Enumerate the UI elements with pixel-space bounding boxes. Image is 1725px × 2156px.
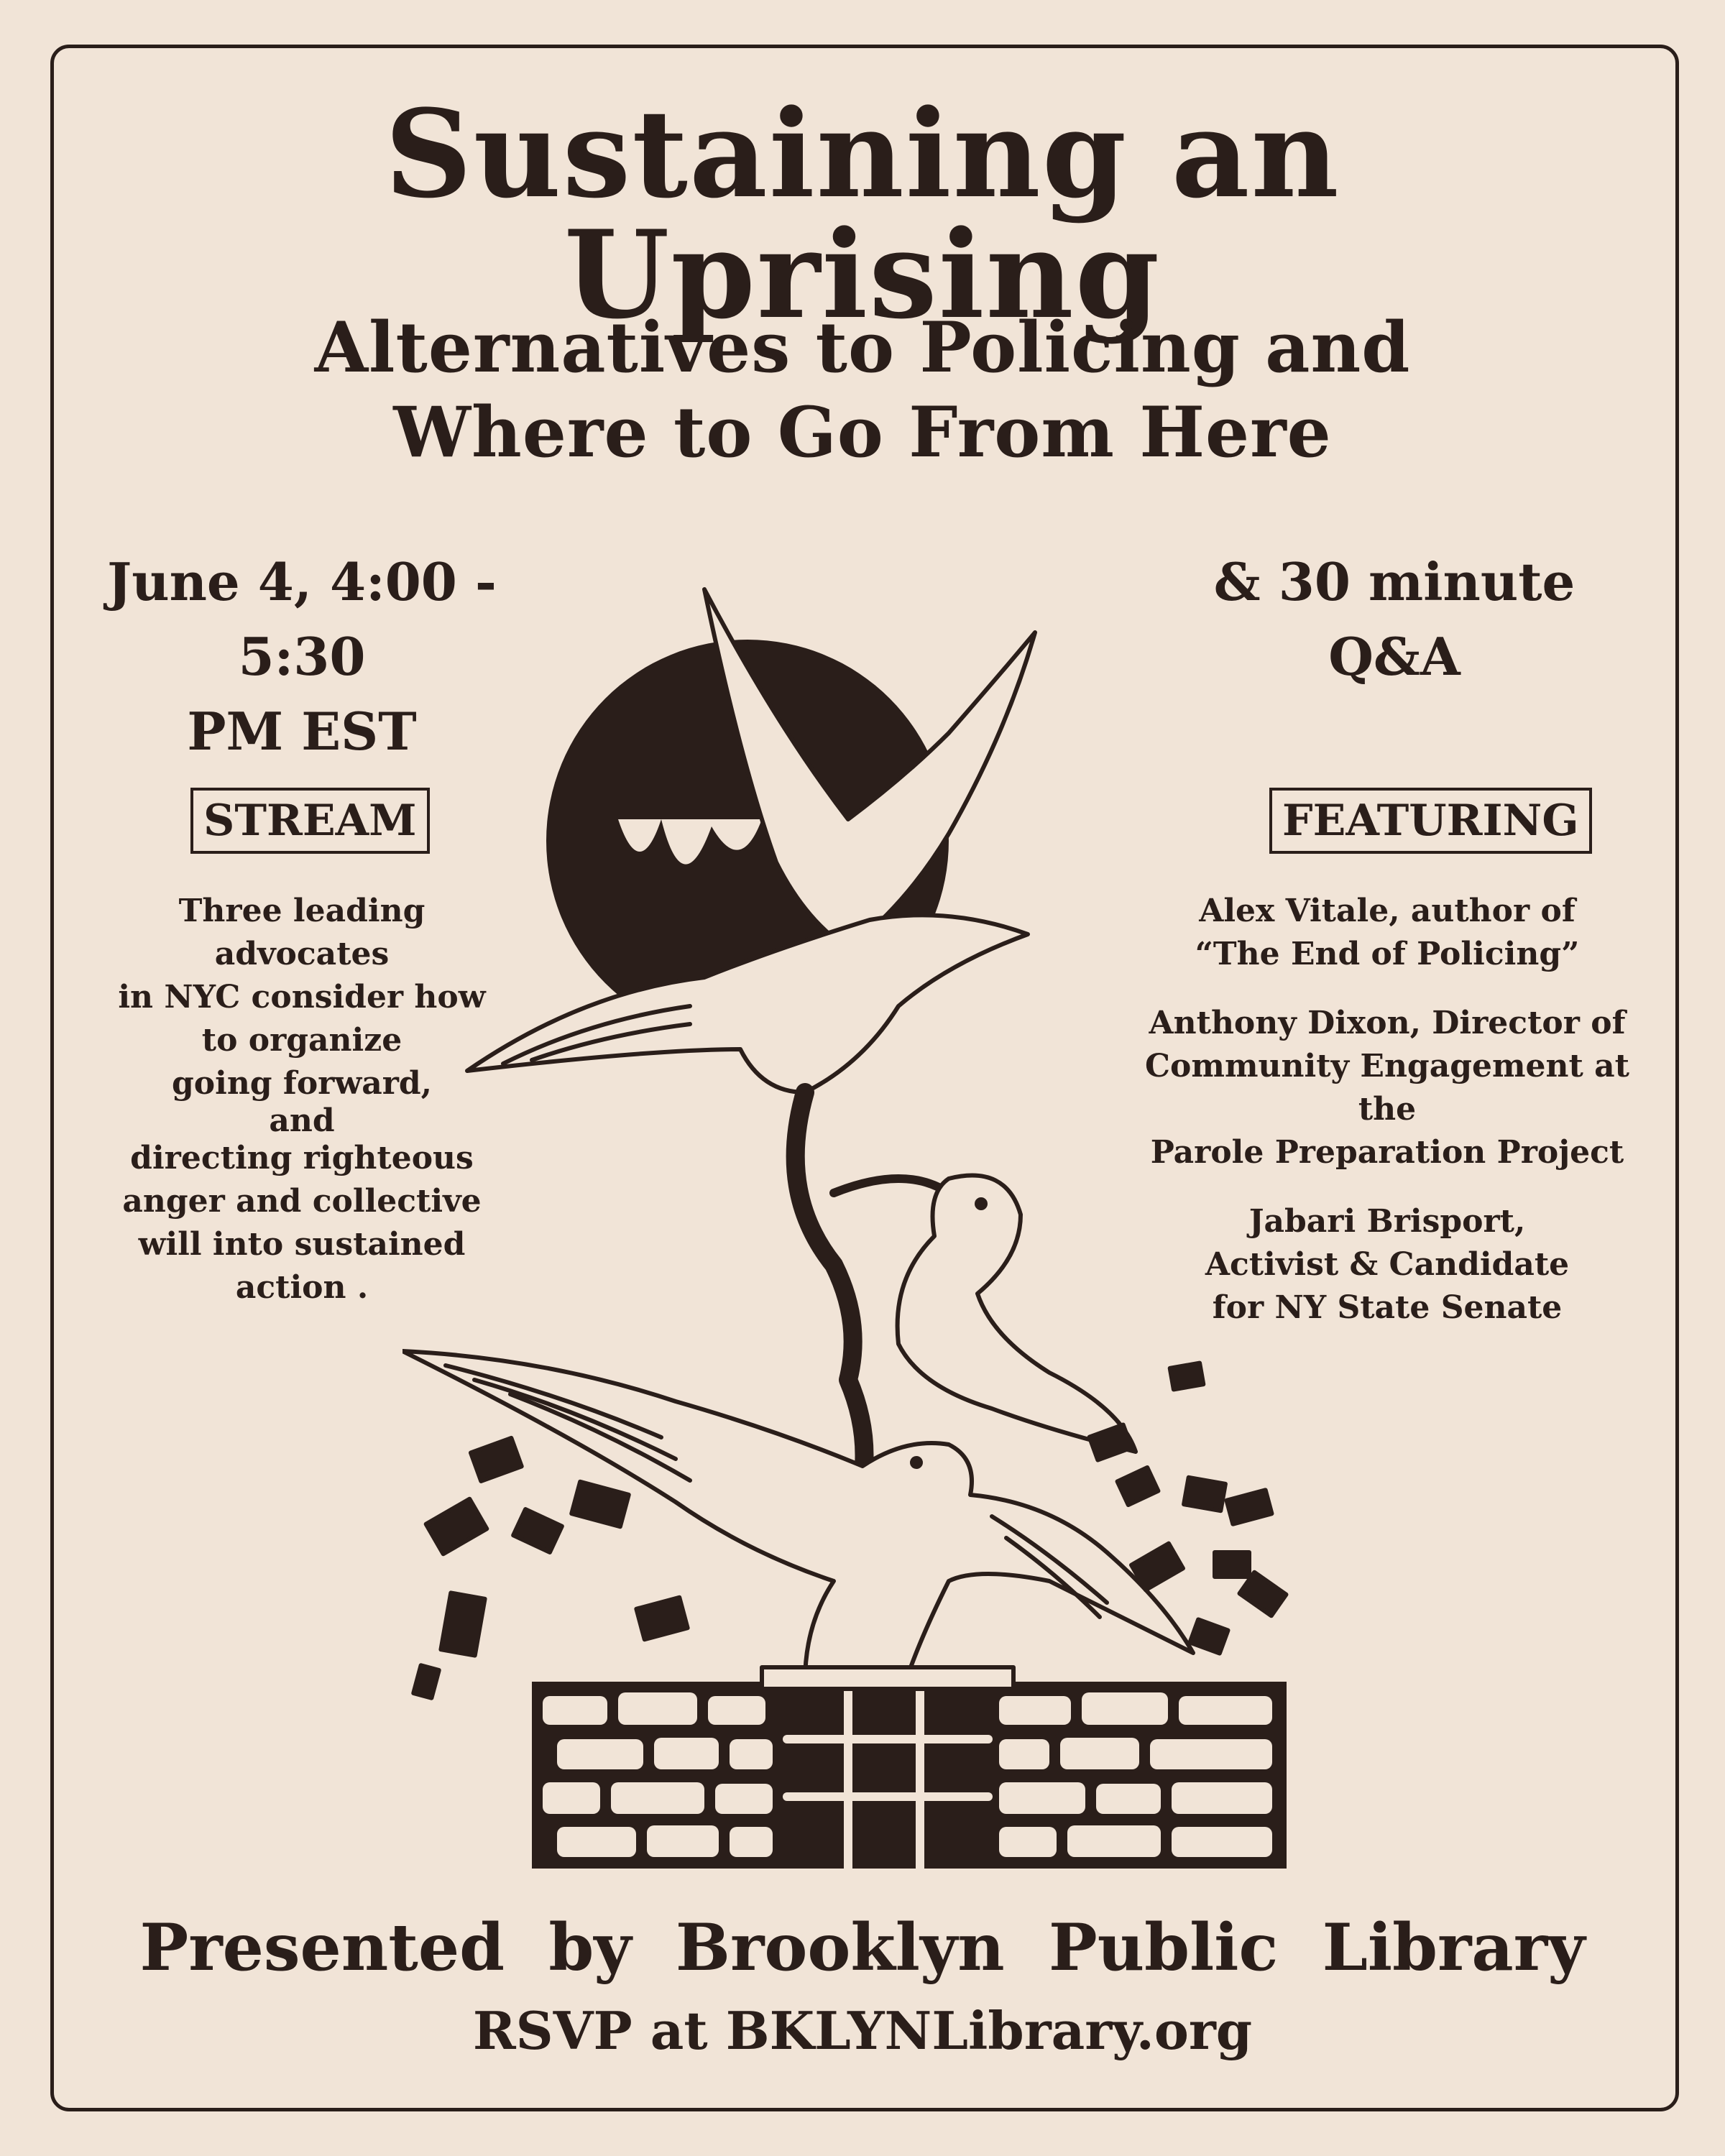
subtitle-line-1: Alternatives to Policing and (314, 307, 1411, 388)
description-line: and (269, 1102, 335, 1139)
featuring-label: FEATURING (1269, 788, 1592, 854)
speaker-line: for NY State Senate (1212, 1289, 1563, 1326)
poster-title: Sustaining an Uprising (385, 83, 1340, 346)
rsvp-link[interactable]: RSVP at BKLYNLibrary.org (472, 2000, 1253, 2061)
speaker-line: Community Engagement at the (1145, 1048, 1629, 1128)
stream-label: STREAM (190, 788, 430, 854)
description-line: directing righteous (130, 1140, 474, 1176)
speaker-line: Parole Preparation Project (1150, 1134, 1624, 1171)
brick-wall-icon (532, 1667, 1287, 1869)
doves-illustration (402, 546, 1337, 1869)
window-grate-icon (783, 1682, 992, 1869)
description-line: will into sustained (138, 1226, 466, 1263)
description-line: to organize (201, 1022, 402, 1059)
speaker-line: Jabari Brisport, (1248, 1203, 1526, 1240)
description-line: in NYC consider how (118, 979, 486, 1015)
speaker-line: Anthony Dixon, Director of (1149, 1005, 1626, 1041)
speaker-line: “The End of Policing” (1195, 936, 1580, 972)
date-line-1: June 4, 4:00 - 5:30 (107, 551, 497, 687)
poster-subtitle (144, 305, 1581, 475)
qa-line-2: Q&A (1328, 626, 1460, 687)
date-line-2: PM EST (187, 701, 417, 762)
description-line: action . (235, 1269, 369, 1306)
description-line: Three leading advocates (178, 893, 426, 972)
subtitle-line-2: Where to Go From Here (393, 392, 1332, 473)
description-line: anger and collective (122, 1183, 482, 1220)
presented-by: Presented by Brooklyn Public Library (139, 1909, 1586, 1986)
speaker-line: Alex Vitale, author of (1199, 893, 1576, 929)
qa-line-1: & 30 minute (1213, 551, 1576, 612)
description-line: going forward, (171, 1065, 432, 1102)
speaker-line: Activist & Candidate (1205, 1246, 1570, 1283)
dove-icon (898, 1176, 1136, 1452)
